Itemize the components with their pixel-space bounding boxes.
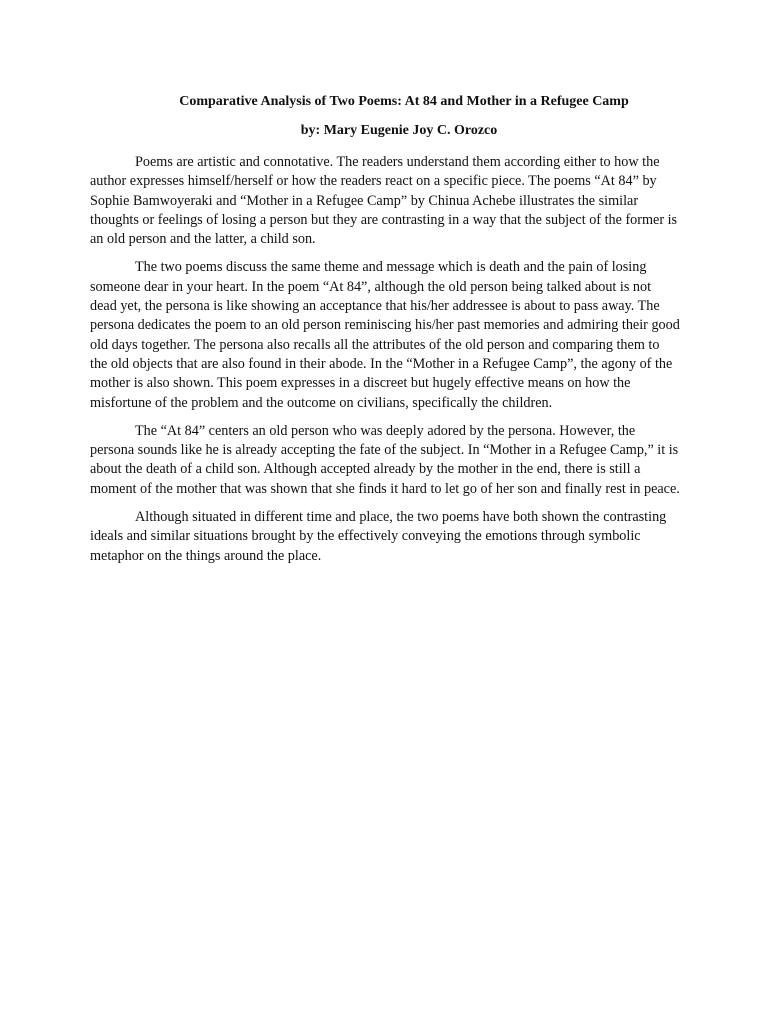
document-author: by: Mary Eugenie Joy C. Orozco: [300, 123, 498, 138]
paragraph-3: The “At 84” centers an old person who was deeply adored by the persona. However, the persona sounds like he is already accepting the fate of the subject. In “Mother in a Refugee Camp,” it is about the death of a child son. Although accepted already by the mother in the end, there is still a moment of the mother that was shown that she finds it hard to let go of her son and finally rest in peace.: [90, 422, 680, 497]
paragraph-4: Although situated in different time and place, the two poems have both shown the contrasting ideals and similar situations brought by the effectively conveying the emotions through symbolic metaphor on the things around the place.: [90, 509, 667, 564]
paragraph-1: Poems are artistic and connotative. The readers understand them according either to how the author expresses himself/herself or how the readers react on a specific piece. The poems “At 84” by Sophie Bamwoyeraki and “Mother in a Refugee Camp” by Chinua Achebe illustrates the similar thoughts or feelings of losing a person but they are contrasting in a way that the subject of the former is an old person and the latter, a child son.: [90, 154, 678, 248]
document-title: Comparative Analysis of Two Poems: At 84 and Mother in a Refugee Camp: [179, 94, 629, 109]
paragraph-2: The two poems discuss the same theme and message which is death and the pain of losing someone dear in your heart. In the poem “At 84”, although the old person being talked about is not dead yet, the persona is like showing an acceptance that his/her addressee is about to pass away. The persona dedicates the poem to an old person reminiscing his/her past memories and admiring their good old days together. The persona also recalls all the attributes of the old person and comparing them to the old objects that are also found in their abode. In the “Mother in a Refugee Camp”, the agony of the mother is also shown. This poem expresses in a discreet but hugely effective means on how the misfortune of the problem and the outcome on civilians, specifically the children.: [90, 259, 680, 411]
document-body: [90, 92, 680, 575]
